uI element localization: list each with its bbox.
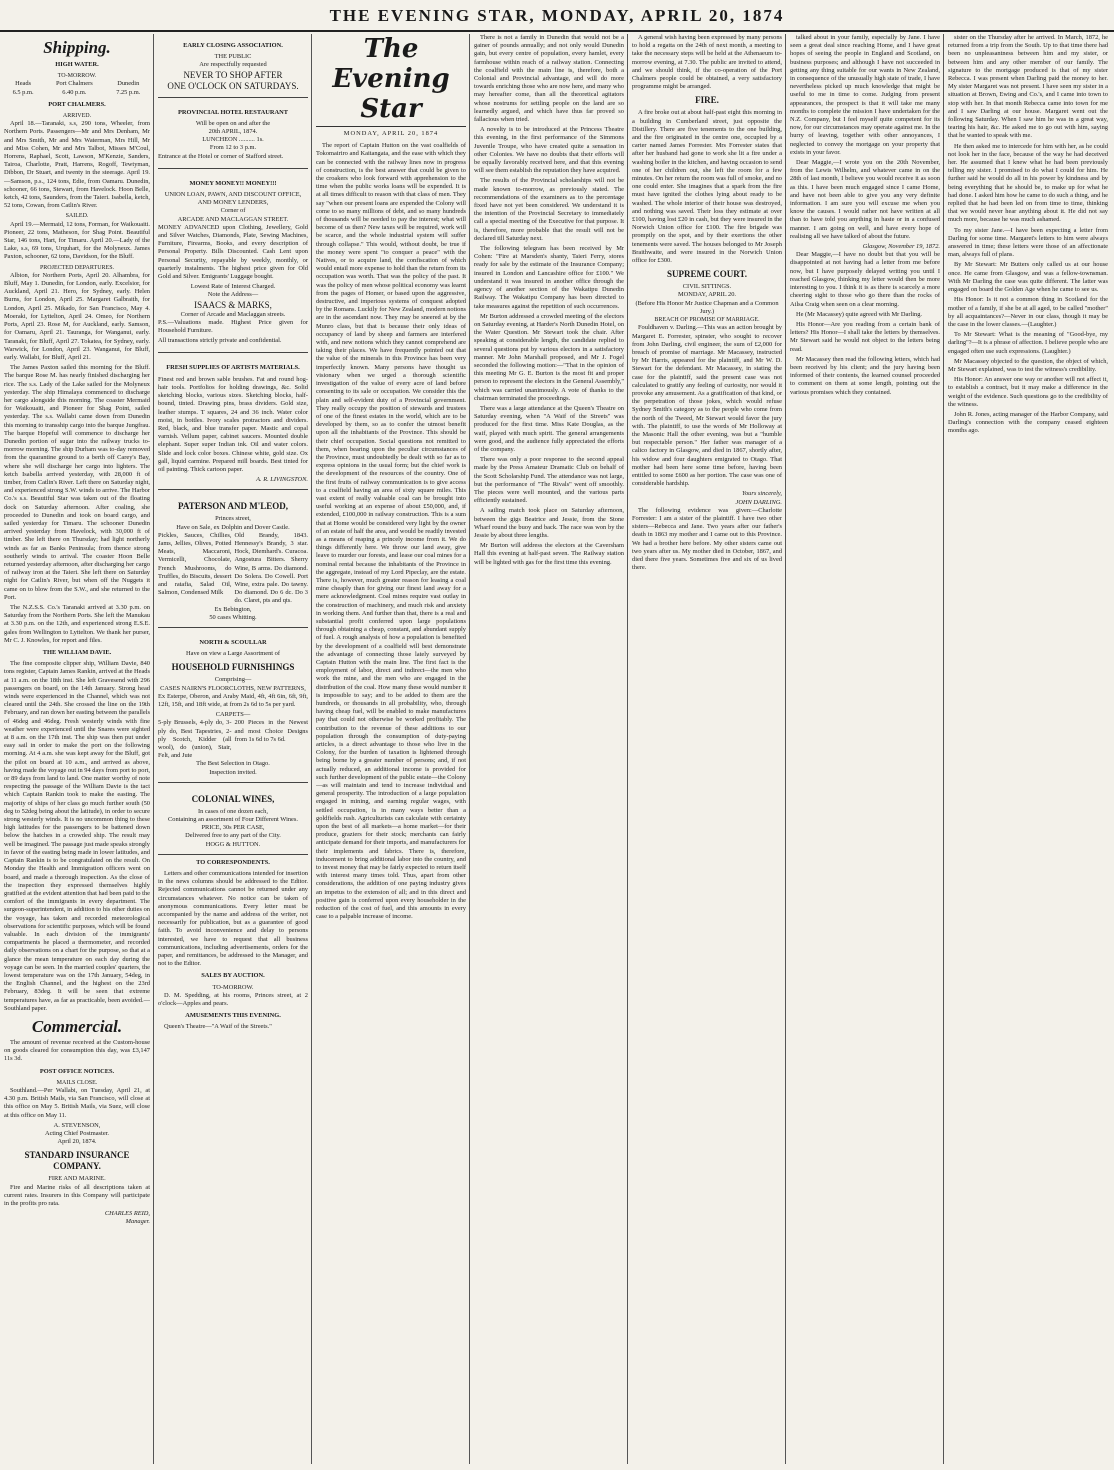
insurance-signature-title: Manager.: [125, 1218, 150, 1226]
newspaper-logo: The Evening Star: [316, 34, 466, 127]
evidence-paragraph: Mr Macassey objected to the question, the object of which, Mr Stewart explained, was to test the witness's credibility.: [948, 357, 1108, 373]
fire-report: A fire broke out at about half-past eight this morning in a building in Cumberland street, just opposite the Distillery. There are five tenements to the one building, and the fire originated in the centre one, occupied by a carter named James Forrester. Mrs Forrester states that after her husband had gone to work she lit a fire under a washing boiler in the kitchen, and having occasion to send one of her children out, she left the room for a few minutes. On her return the room was full of smoke, and no one could enter. She imagines that a spark from the fire must have ignited the clothes lying about ready to be washed. The whole interior of their house was destroyed, and nothing was saved. Their loss they estimate at over £100, having lost £20 in cash, but they were insured in the Norwich Union office for £100. The fire brigade was promptly on the spot, and by their exertions the other tenements were saved. The houses belonged to Mr Joseph Braithwaite, and were insured in the Norwich Union office for £300.: [632, 109, 782, 265]
have-on-sale: Have on Sale, ex Dolphin and Dover Castle.: [176, 523, 290, 531]
column-leader: [316, 34, 466, 1464]
union-corner: Corner of: [220, 207, 246, 215]
correspondents-heading: TO CORRESPONDENTS.: [196, 858, 270, 866]
household-ad: [158, 631, 308, 783]
column-court: [632, 34, 782, 1464]
mails-close-label: MAILS CLOSE.: [56, 1079, 98, 1086]
letter-closing: Yours sincerely,: [741, 490, 782, 498]
commercial-text: The amount of revenue received at the Custom-house on goods cleared for consumption this day, was £3,147 11s 3d.: [4, 1038, 150, 1063]
artists-list: Finest red and brown sable brushes. Fat and round hog-hair tools. Portfolios for holding drawings, &c. Solid sketching blocks, various sizes. Sketching blocks, half-bound, tinted. Drawing pins, brass dividers. Gold size, leather stumps. T squares, 24 and 36 inch. Water color moist, in bottles. Ivory scales protractors and dividers. Red, black, and blue transfer paper. Mastic and copal varnish. Vellum paper, cabinet saucers. Mounted double elephant. Super super Indian ink. Oil and water colors. Slide and lock color boxes. Chinese white, gold size. Ox gall, liquid carmine. Prepared mill boards. Best tinted for oil painting. Thick cartoon paper.: [158, 375, 308, 473]
arrived-label: ARRIVED.: [62, 113, 92, 120]
hotel-date: 20th APRIL, 1874.: [208, 128, 258, 136]
carpets-note: 200 Pieces in the Newest and most Choice Designs from 1s 6d to 7s 6d.: [234, 719, 308, 743]
column-rule: [627, 34, 628, 1464]
letter-signature: JOHN DARLING.: [735, 498, 782, 506]
court-report: Fouldhaven v. Darling.—This was an action brought by Margaret E. Forrester, spinster, who sought to recover from John Darling, civil engineer, the sum of £2,000 for breach of promise of marriage. Mr Macassey, instructed by Mr Harris, appeared for the plaintiff, and Mr W. D. Stewart for the defendant. Mr Macassey, in stating the case for the plaintiff, said the present case was not calculated to gratify any feeling of curiosity, nor would it provoke any amusement. As a gratification of that kind, or the perpetration of those jokes, which would refuse Sydney Smith's category as to the people who come from the north of the Tweed, Mr Stewart would favor the jury with. The plaintiff, to use the words of Mr Holloway at the Masonic Hall the other evening, was but a "humble but respectable person." Her father was manager of a calico factory in Glasgow, and died in 1867, shortly after, his widow and four daughters emigrated to Otago. That mother had been here some time before, having been entitled to some £600 as her portion. The case was one of considerable hardship.: [632, 324, 782, 488]
auction-heading: SALES BY AUCTION.: [201, 972, 265, 980]
inspection-invited: Inspection invited.: [209, 768, 257, 776]
artists-ad: [158, 356, 308, 490]
goods-list-right: Old Brandy, 1843. Hennessy's Brandy, 3 star. Hock, Diemhard's. Curacoa. Angostura Bitters. Sherry Wine, B arms. Do diamond. Do Solera. Do Cowell. Port Wine, extra pale. Do tawny. Do diamond. Do 6 dc. Do 3 do. Claret, pts and qts.: [234, 531, 308, 605]
requested-label: Are respectfully requested: [199, 61, 267, 69]
household-heading: HOUSEHOLD FURNISHINGS: [171, 662, 295, 673]
shipping-heading: Shipping.: [43, 38, 111, 57]
regatta-paragraph: A general wish having been expressed by many persons to hold a regatta on the 24th of next month, a meeting to take the necessary steps will be held at the Athenaeum to-morrow evening, at 7.30. The public are invited to attend, and we should think, if the co-operation of the Port Chalmers people could be obtained, a very satisfactory programme might be arranged.: [632, 34, 782, 91]
column-shipping: [4, 34, 150, 1464]
column-advertisements: [158, 34, 308, 1464]
never-label: NEVER TO SHOP AFTER: [183, 69, 283, 80]
evidence-paragraph: sister on the Thursday after he arrived. In March, 1872, he returned from a trip from the South. Up to that time there had been no unpleasantness between him and my sister, or between him and any other member of our family. The signature to the mortgage produced is that of my sister Rebecca. I was present when Darling paid the money to her. My sister Margaret was not present. I have seen my sister in a situation at Brown, Ewing and Co.'s, and I came into town to stop with her. In that month Rebecca came into town for me and I saw Darling at our house. Margaret went out the following Saturday. When I saw him he was in a great way, tearing his hair, &c. He asked me to go out with him, saying that he wanted to speak with me.: [948, 34, 1108, 140]
princes-street: Princes street,: [215, 515, 251, 523]
letter-paragraph: Dear Maggie,—I wrote you on the 20th November, from the Lewis Wilhelm, and whatever came in on the 28th of last month, I believe you would receive it as soon as this. I have been much engaged since I came Home, and have not been able to give you any very definite information. I am sure you will excuse me when you know the causes. I would rather not have written at all than to have told you anything in haste or in a confused manner. I am going on well, and have every hope of realising all we have talked of about the future.: [790, 159, 940, 240]
tide-time: 6.5 p.m.: [12, 88, 34, 96]
court-before: (Before His Honor Mr Justice Chapman and a Common Jury.): [635, 299, 779, 315]
evidence-paragraph: To my sister Jane.—I have been expecting a letter from Darling for some time. Margaret's letters to him were always answered in time; these letters were those of an affectionate man, always full of plans.: [948, 226, 1108, 259]
column-rule: [785, 34, 786, 1464]
amusements-heading: AMUSEMENTS THIS EVENING.: [185, 1012, 281, 1020]
projected-label: PROJECTED DEPARTURES.: [39, 264, 115, 271]
early-closing-ad: [158, 34, 308, 98]
paterson-heading: PATERSON AND M'LEOD,: [178, 501, 288, 512]
news-paragraph: There is not a family in Dunedin that would not be a gainer of pounds annually; and not only would Dunedin gain, but every centre of population, every hamlet, every farmhouse within reach of a railway station. Connecting the coalfield with the main line is, therefore, both a Colonial and Provincial advantage, and will do more towards enriching those who are now here, and many who may hereafter come, than all the theoretical agitators whose nostrums for settling people on the land are so learnedly argued, and which have thus far proved so fallacious when tried.: [474, 34, 624, 124]
news-paragraph: The following telegram has been received by Mr Cohen: "Fire at Marsden's shanty, Taieri Ferry, stores ready for sale by the estimate of the Insurance Company; insured in London and Lancashire office for £100." We understand it was insured in another office through the agency of another section of the Wakatipu Dunedin Railway. The Wakatipu Company has been directed to take measures against the repetition of such occurrences.: [474, 245, 624, 310]
postmaster-name: A. STEVENSON,: [53, 1121, 101, 1129]
william-davie-text: The fine composite clipper ship, William Davie, 840 tons register, Captain James Rankin, arrived at the Heads at 11 a.m. on the 18th inst. She left Gravesend with 296 passengers on board, on the 14th January. Strong head winds were experienced in the Channel, which was not cleared until the 24th. She crossed the line on the 19th February, and ran down her easting between the parallels of 46deg and 46deg. Fresh westerly winds with fine weather were experienced until the Snares were sighted at 8 a.m. on the 17th inst. The ship was then put under easy sail in order to make the port on the following morning. At 4 a.m. she was kept away for the Bluff, got the pilot on board at 10 a.m., and arrived as above, having made the voyage out in 94 days from port to port, or 89 days from land to land. One matter worthy of note respecting the passage of the William Davie is the tact which Captain Rankin took to make the easting. The majority of ships of her class go much further south (50 deg to 52deg being about the latitude), in order to secure strong westerly winds. It is no uncommon thing to these high latitudes for the passengers to be battened down below the hatches in a crowded ship. The result may well be imagined. The passage just made speaks strongly in favor of the easting being made in lower latitudes, and Captain Rankin is to be congratulated on the result. On Monday the Health and Immigration officers went on board, and made a thorough inspection. As the close of the inspection they expressed themselves highly gratified at the evident attention that had been paid to the comfort of the immigrants in every department. The surgeon-superintendent, in addition to his other duties on the voyage, has taken and recorded meteorological observations for scientific purposes, which will be found valuable. In each division of the immigrants' compartments he placed a thermometer, and recorded daily observations on a chart for the purpose, so that at a glance the mean temperature on each day during the voyage can be seen. In the married couples' quarters, the lowest temperature was on the 17th January, 54deg, in the English Channel, and the highest on the 23rd February, 83deg. It will be seen that extreme temperatures have, as far as practicable, been avoided.—Southland paper.: [4, 660, 150, 1012]
comprising-label: Comprising—: [214, 676, 252, 684]
correspondents-text: Letters and other communications intended for insertion in the news columns should be addressed to the Editor. Rejected communications cannot be returned under any circumstances whatever. No notice can be taken of anonymous communications. Every letter must be accompanied by the name and address of the writer, not necessarily for publication, but as a guarantee of good faith. To avoid inconvenience and delay to persons interested, we have to request that all business communications, including advertisements, orders for the paper, and remittances, be addressed to the Manager, and not to the Editor.: [158, 870, 308, 968]
column-rule: [153, 34, 154, 1464]
letter-paragraph: His Honor—Are you reading from a certain bank of letters? His Honor—I shall take the letters by themselves. Mr Stewart said he would not object to the letters being read.: [790, 320, 940, 353]
column-letters: [790, 34, 940, 1464]
tide-place: Heads: [15, 80, 32, 88]
goods-list-left: Pickles, Sauces, Chillies, Jams, Jellies, Olives, Potted Meats, Maccaroni, Vermicelli, Chocolate, French Mushrooms, do Truffles, do Biscuits, dessert and ratafia, Salad Oil, Salmon, Condensed Milk: [158, 531, 232, 597]
public-label: THE PUBLIC: [214, 53, 252, 61]
carpets-list: 5-ply Brussels, 4-ply do, 3-ply do, Best Tapestries, 2-ply Scotch, Kidder (all wool), do (union), Stair, Felt, and Jute: [158, 719, 232, 760]
news-paragraph: Mr Burton will address the electors at the Caversham Hall this evening at half-past seven. The Railway station will be lighted with gas for the first time this evening.: [474, 542, 624, 566]
news-paragraph: There was only a poor response to the second appeal made by the Press Amateur Dramatic Club on behalf of the Scott Scholarship Fund. The attendance was not large, but the performance of "The Rivals" went off smoothly. The pieces were well mounted, and the various parts efficiently sustained.: [474, 456, 624, 505]
house-intro: Have on view a Large Assortment of: [186, 650, 280, 658]
wines-assortment: Containing an assortment of Four Different Wines.: [168, 816, 298, 824]
column-rule: [311, 34, 312, 1464]
corner-arcade: Corner of Arcade and Maclaggan streets.: [180, 310, 286, 318]
tide-place: Dunedin: [117, 80, 140, 88]
sailings-text: April 19.—Mermaid, 12 tons, Forman, for Waikouaiti. Pioneer, 22 tons, Matheson, for Shag Point. Beautiful Star, 146 tons, Hart, for Timaru. April 20.—Lady of the Lake, s.s, 69 tons, Urquhart, for the Molyneux. James Paxton, schooner, 62 tons, Davidson, for the Bluff.: [4, 220, 150, 261]
hotel-open: Will be open on and after the: [195, 119, 271, 127]
news-paragraph: Mr Burton addressed a crowded meeting of the electors on Saturday evening, at Harder's North Dunedin Hotel, on the Water Question. Mr Stewart took the chair. After speaking at considerable length, the candidate replied to several questions put by various electors in a satisfactory manner. Mr John Marshall proposed, and Mr J. Fogel seconded the following motion:—"That in the opinion of this meeting Mr G. E. Burton is the most fit and proper person to represent the electors in the General Assembly," which was carried unanimously. A vote of thanks to the chairman terminated the proceedings.: [474, 312, 624, 402]
money-text: MONEY ADVANCED upon Clothing, Jewellery, Gold and Silver Watches, Diamonds, Plate, Sewing Machines, Furniture, Firearms, Books, and every description of Personal Property. Bills Discounted. Cash Lent upon Personal Security, repayable by weekly, monthly, or quarterly instalments. The highest price given for Old Gold and Silver. Emigrants' Luggage bought.: [158, 223, 308, 281]
column-rule: [943, 34, 944, 1464]
commercial-heading: Commercial.: [31, 1016, 123, 1036]
insurance-subheading: FIRE AND MARINE.: [48, 1175, 106, 1183]
wines-cases: In cases of one dozen each,: [198, 807, 268, 815]
post-date: April 20, 1874.: [57, 1138, 97, 1146]
whitting-cases: 50 cases Whitting.: [209, 613, 257, 621]
paterson-ad: [158, 493, 308, 628]
amusements-text: Queen's Theatre—"A Waif of the Streets.": [164, 1023, 272, 1031]
court-subheading: CIVIL SITTINGS.: [682, 283, 732, 291]
fire-heading: FIRE.: [695, 95, 719, 106]
shipping-news: The James Paxton sailed this morning for the Bluff. The barque Rose M. has nearly finished discharging her rice. The s.s. Lady of the Lake sailed for the Molyneux yesterday. The ship Himalaya commenced to discharge her cargo alongside this morning. The coaster Mermaid for Waikouaiti, and Pioneer for Shag Point, sailed yesterday. The s.s. Wallabi came down from Dunedin this morning to transship cargo into the barque Jungfrau. The barque Hopeful will commence to discharge her Dunedin portion of sugar into the railway trucks to-morrow morning. The ship Durham was to-day removed from the quarantine ground to a berth off Carey's Bay, where she will discharge her cargo into lighters. The ketch Isabella arrived yesterday, with 28,000 ft of timber, from Catlin's River. Left there on Saturday night, and experienced strong S.W. winds to arrive. The Harbor Co.'s s.s. Beautiful Star was taken out of the floating dock on Saturday afternoon. After coaling, she proceeded to Dunedin and took on board cargo, and sailed yesterday for Timaru. The schooner Dunedin arrived yesterday from Havelock, with 30,000 ft of timber. She left there on Thursday; had light northerly winds as far as Banks Peninsula; from thence strong southerly winds to arrival. The coaster Hoon Belle returned yesterday afternoon, after discharging her cargo of railway iron at the Taieri. She left there on Saturday night for Catlin's River, but when off the Nuggets it came on to blow from the S.W., and she returned to the Port.: [4, 364, 150, 601]
confidential-text: All transactions strictly private and confidential.: [158, 337, 282, 345]
masthead: [0, 0, 1114, 32]
arrivals-text: April 18.—Taranaki, s.s, 290 tons, Wheeler, from Northern Ports. Passengers—Mr and Mrs Denham, Mr and Mrs Smith, Mr and Mrs Waterman, Mrs Hill, Mr and Miss Cohen, Mr and Mrs Talbot, Misses M'Coul, Horrens, Raphael, Scott, Lawson, M'Kenzie, Sanders, Tairoa, Charlotte, Pratt, Harrens, Rogoff, Tewtyman, Dibbon, Dr Stuart, and twenty in the steerage. April 19.—Samson, p.s., 124 tons, Edie, from Oamaru. Dunedin, schooner, 66 tons, Stewart, from Havelock. Hoon Belle, ketch, 42 tons, Saunders, from the Taieri. Isabella, ketch, 52 tons, Cowan, from Catlin's River.: [4, 120, 150, 210]
column-evidence: [948, 34, 1108, 1464]
evidence-paragraph: To Mr Stewart: What is the meaning of "Good-bye, my darling"?—It is a phrase of affection. I believe people who are engaged often use such expressions. (Laughter.): [948, 331, 1108, 355]
high-water-heading: HIGH WATER.: [55, 61, 99, 68]
money-heading: MONEY MONEY!! MONEY!!!: [189, 179, 277, 187]
note-address: Note the Address—: [207, 291, 259, 299]
news-paragraph: The results of the Provincial scholarships will not be made known to-morrow, as previously stated. The recommendations of the examiners as to the percentage fixed have not yet been considered. We understand it is the intention of the Provincial Secretary to immediately call a special meeting of the Executive for that purpose. It is, therefore, more probable that the result will not be declared till Saturday next.: [474, 177, 624, 242]
one-oclock-label: ONE O'CLOCK ON SATURDAYS.: [167, 80, 299, 91]
auction-subheading: TO-MORROW.: [212, 983, 254, 991]
news-paragraph: A novelty is to be introduced at the Princess Theatre this evening, in the first performance of the Simmons Juvenile Troupe, who have created quite a sensation in other Colonies. We have no doubts that their efforts will be equally favorably received here, and that this evening will see them establish the reputation they have acquired.: [474, 126, 624, 175]
tide-time: 7.25 p.m.: [116, 88, 141, 96]
money-ad: [158, 172, 308, 354]
court-case-title: BREACH OF PROMISE OF MARRIAGE.: [654, 317, 760, 324]
insurance-signature: CHARLES REID,: [104, 1210, 150, 1218]
tide-table: [4, 80, 150, 96]
ex-bebington: Ex Bebington,: [214, 605, 252, 613]
nzss-report: The N.Z.S.S. Co.'s Taranaki arrived at 3.30 p.m. on Saturday from the Northern Ports. She left the Manukau at 3.30 p.m. on the 12th, and experienced strong E.S.E. gales from Wellington to Lyttelton. We thank her purser, Mr C. J. Knowles, for report and files.: [4, 604, 150, 644]
witness-evidence: The following evidence was given:—Charlotte Forrester: I am a sister of the plaintiff. I have two other sisters—Rebecca and Jane. Two years after our father's death in 1863 my mother and I came out to this Province. We had a brother here before. My other sisters came out two years after us. My mother died in October, 1867, and died there five years. Sometimes five and six of us lived there.: [632, 506, 782, 572]
news-paragraph: There was a large attendance at the Queen's Theatre on Saturday evening, when "A Waif of the Streets" was produced for the first time. Miss Kate Douglas, as the waif, played with much spirit. The general arrangements were good, and the audience fully appreciated the efforts of the company.: [474, 404, 624, 453]
wines-heading: COLONIAL WINES,: [191, 793, 275, 804]
best-selection: The Best Selection in Otago.: [196, 760, 270, 768]
hogg-hutton: HOGG & HUTTON.: [205, 840, 261, 848]
ex-ships-text: Ex Esterpe, Oberon, and Araby Maid, 4ft, 4ft 6in, 6ft, 9ft, 12ft, 15ft, and 18ft wide, at from 2s 6d to 5s per yard.: [158, 692, 308, 708]
auction-text: D. M. Spedding, at his rooms, Princes street, at 2 o'clock—Apples and pears.: [158, 991, 308, 1008]
livingston-signature: A. R. LIVINGSTON.: [256, 476, 308, 484]
issue-date: MONDAY, APRIL 20, 1874: [343, 130, 439, 137]
evidence-paragraph: His Honor: Is it not a common thing in Scotland for the mother of a family, if she be at all aged, to be called "mother" by all acquaintances?—Never in our class, though it may be the case in the lower classes.—(Laughter.): [948, 296, 1108, 328]
hotel-heading: PROVINCIAL HOTEL RESTAURANT: [178, 108, 288, 116]
artists-heading: FRESH SUPPLIES OF ARTISTS MATERIALS.: [166, 364, 300, 372]
departures-text: Albion, for Northern Ports, April 20. Alhambra, for Bluff, May 1. Dunedin, for London, early. Excelsior, for Auckland, April 21. Hero, for Sydney, early. Helen Burns, for London, April 25. Margaret Galbraith, for London, April 25. Mikado, for San Francisco, May 4. Moeraki, for Lyttelton, April 24. Omeo, for Northern Ports, April 23. Rose M, for Auckland, early. Samson, for Oamaru, April 21. Tauranga, for Wanganui, early. Taranaki, for Bluff, April 27. Tokatea, for Sydney, early. Warwick, for London, April 23. Wanganui, for Bluff, early. Wallabi, for Bluff, April 21.: [4, 271, 150, 361]
lowest-rate: Lowest Rate of Interest Charged.: [190, 283, 276, 291]
hotel-ad: [158, 101, 308, 169]
north-scoullar: NORTH & SCOULLAR: [199, 638, 267, 646]
insurance-text: Fire and Marine risks of all descriptions taken at current rates. Insurers in this Company will participate in the profits pro rata.: [4, 1183, 150, 1207]
court-heading: SUPREME COURT.: [666, 269, 748, 280]
letter-paragraph: Dear Maggie,—I have no doubt but that you will be disappointed at not having had a letter from me before now, but I have purposely delayed writing you until I reached Glasgow, thinking my letter would then be more interesting to you. I think it is as there is scarcely a more cheering sight to those who go there than the rocks of Ailsa Craig when seen on a clear morning.: [790, 251, 940, 308]
leader-article: The report of Captain Hutton on the vast coalfields of Tokomairiro and Kaitangata, and the ease with which they can be connected with the railway lines now in progress of construction, is the best answer that could be given to the croakers who look forward with apprehension to the time when the public works loans will be expended. It is at all times difficult to reason with that class of men. They say "when our present loans are expended the Colony will come to so many millions of debt, and so many hundreds of thousands will be needed to pay the interest; what will become of us then? New taxes will be required, work will be scarce, and the whole industrial system will suffer through collapse." This would, without doubt, be true if the money were spent "to conquer a peace" with the Natives, or to acquire land, the confiscation of which would entail more expense to hold than the return from its occupation was worth. That was the policy of the past. It was the policy of men whose political economy was learnt from the pages of Homer, or based upon the aggressive, destructive, and imperious systems of conquest adopted by the Romans. Luckily for New Zealand, modern notions are in the ascendant now. They may be sneered at by the Munro class, but that is because their only ideas of occupancy of land by sheep and farmers are interfered with, and new notions which they cannot comprehend are taking their places. We have frequently pointed out that the value of the minerals in this Province has been very imperfectly known. Many persons have thought us visionary when we urged a thorough scientific investigation of the value of every acre of land before consenting to its sale or occupation. We consider this the plain and self-evident duty of a Provincial government. They really occupy the position of stewards and trustees of one of the finest estates in the world, which are to be developed by them, so as to confer the utmost benefit upon all the inhabitants of the Province. This should be their chief occupation. Social questions not remitted to them, when bearing upon the peculiar circumstances of the Province, must undoubtedly be dealt with so far as to express opinions in the usual form; but the chief work is the development of the resources of the country. One of the first fruits of railway communication is to give access to a coalfield having an area of sixty square miles. This vast extent of really valuable coal can be brought into useful working at an expense of about £50,000, and, if extended, £100,000 in railway construction. This is a sum that at Home would be considered very light by the owner of an estate of half the area, and would be readily invested as a means of reaping a princely income from it. We do things differently here. We throw our land away, give leave to murder our forests, and lease our coal mines for a nominal rental because the inhabitants of the Province in the aggregate, instead of my Lord Pipeclay, are the estate. There is, however, much greater reason for leasing a coal mine cheaply than for giving our finest land away for a mere acknowledgment. Coal mines require vast outlay in the construction of machinery, and much risk and anxiety in working them. And further than that, there is a real and substantial profit conferred upon large populations through obtaining a cheap, constant, and abundant supply of fuel. A rough analysis of how a population is benefited by the development of a coalfield will best demonstrate the advantage of connecting those lately surveyed by Captain Hutton with the main line. The first fact is the employment of labor, direct and indirect—the men who work the mine, and the men who are engaged in the distribution of the coal. How many these would number it is impossible to say; and to be added to them are the hundreds, or thousands in all probability, who, through having cheap fuel, will be enabled to make manufactures pay that could not otherwise be worked profitably. The contribution to the revenue of these additions to our population through the consumption of duty-paying articles, is a direct advantage to those who live in the Colony, for the burden of taxation is lightened through being borne by a greater number of persons; and, if not actually reduced, an additional income is provided for such further development of the public estate—the Colony—as will maintain and tend to increase individual and general prosperity. The introduction of a large population engaged in mining, and earning regular wages, with settled occupation, is in many ways better than a goldfields rush. Agriculturists can calculate with certainty upon the best of all markets—a home market—for their produce, graziers for their stock; merchants can fairly anticipate demand for their imports, and manufacturers for their implements and fabrics. There is, therefore, inducement to bring additional labor into the country, and to invest money that may be fairly expected to return itself with interest many times told. Thus, apart from other considerations, the addition of one paying industry gives an impetus to the extension of all; and in this direct and positive gain is conferred upon every householder in the reduction of the cost of fuel, and this amounts in every case to a palpable increase of income.: [316, 142, 466, 921]
luncheon-price: LUNCHEON .......... 1s.: [202, 136, 264, 144]
tide-place: Port Chalmers: [55, 80, 93, 88]
early-closing-heading: EARLY CLOSING ASSOCIATION.: [183, 42, 283, 49]
wines-price: PRICE, 30s PER CASE,: [201, 824, 265, 832]
union-office: UNION LOAN, PAWN, AND DISCOUNT OFFICE,: [164, 191, 302, 199]
hotel-entrance: Entrance at the Hotel or corner of Stafford street.: [158, 152, 284, 160]
union-address: ARCADE AND MACLAGGAN STREET.: [177, 215, 289, 223]
mails-text: Southland.—Per Wallabi, on Tuesday, April 21, at 4.30 p.m. British Mails, via San Francisco, will close at this office on May 5. British Mails, via Suez, will close at this office on May 11.: [4, 1086, 150, 1119]
post-office-heading: POST OFFICE NOTICES.: [39, 1067, 115, 1075]
carpets-label: CARPETS—: [215, 711, 251, 719]
letter-paragraph: Mr Macassey then read the following letters, which had been received by his client; and the jury having been informed of their contents, the learned counsel proceeded to comment on them at some length, pointing out the various promises which they contained.: [790, 355, 940, 396]
evidence-paragraph: By Mr Stewart: Mr Butters only called us at our house once. He came from Glasgow, and was a fellow-townsman. With Mr Darling the case was quite different. The latter was engaged on board the Golden Age when he came to see us.: [948, 261, 1108, 294]
union-lenders: AND MONEY LENDERS,: [197, 199, 269, 207]
postmaster-title: Acting Chief Postmaster.: [44, 1129, 110, 1137]
evidence-paragraph: He then asked me to intercede for him with her, as he could not look her in the face, because of the way he had deceived her. He assumed that I knew what he had been previously telling my sister. I promised to do what I could for him. He further said he would do all in his power by kindness and by being everything that he should be, to make up for what he had done. I asked him how he came to do such a thing, and he replied that he had been led on from time to time, thinking that we would never hear anything about it. He did not say much more, because he was much ashamed.: [948, 142, 1108, 224]
column-news: [474, 34, 624, 1464]
insurance-heading: STANDARD INSURANCE COMPANY.: [24, 1150, 130, 1172]
evidence-paragraph: His Honor: An answer one way or another will not affect it, to establish a contract, but it may make a difference in the weight of the evidence. Such questions go to the credibility of the witness.: [948, 376, 1108, 408]
letter-place: Glasgow, November 19, 1872.: [862, 243, 940, 251]
valuations-text: P.S.—Valuations made. Highest Price given for Household Furniture.: [158, 318, 308, 335]
news-paragraph: A sailing match took place on Saturday afternoon, between the gigs Beatrice and Jessie, from the Stone Wharf round the buoy and back. The race was won by the Jessie by about three lengths.: [474, 507, 624, 539]
wines-ad: [158, 786, 308, 855]
letter-paragraph: talked about in your family, especially by Jane. I have seen a great deal since reaching Home, and I have great hopes of seeing the people in England and Scotland, on business purposes; and although I have not succeeded in getting any thing suitable for our wants in New Zealand, in consequence of the unusually high state of trade, I have nevertheless picked up much knowledge that might be useful to me in time to come. Judging from present appearances, the prospect is that it will take me many months to complete the mission I have undertaken for the N.Z. Company, but I feel myself quite competent for its now, for our circumstances may operate against me. In the hurry of leaving, together with other annoyances, I neglected to convey the mortgage on your property that exists in your favor.: [790, 34, 940, 156]
william-davie-heading: THE WILLIAM DAVIE.: [42, 649, 112, 657]
nairns-cases: CASES NAIRN'S FLOORCLOTHS, NEW PATTERNS,: [160, 684, 306, 692]
column-rule: [469, 34, 470, 1464]
tomorrow-label: TO-MORROW.: [57, 73, 97, 80]
sailed-label: SAILED.: [65, 213, 89, 220]
port-chalmers-heading: PORT CHALMERS.: [48, 100, 106, 108]
newspaper-header: THE EVENING STAR, MONDAY, APRIL 20, 1874: [329, 6, 785, 25]
court-date: MONDAY, APRIL 20.: [678, 291, 736, 299]
wines-delivered: Delivered free to any part of the City.: [185, 832, 281, 840]
tide-time: 6.40 p.m.: [62, 88, 87, 96]
luncheon-hours: From 12 to 3 p.m.: [209, 144, 257, 152]
letter-paragraph: He (Mr Macassey) quite agreed with Mr Darling.: [796, 310, 922, 318]
evidence-paragraph: John R. Jones, acting manager of the Harbor Company, said Darling's connection with the company ceased eighteen months ago.: [948, 410, 1108, 435]
isaacs-marks: ISAACS & MARKS,: [194, 299, 272, 310]
